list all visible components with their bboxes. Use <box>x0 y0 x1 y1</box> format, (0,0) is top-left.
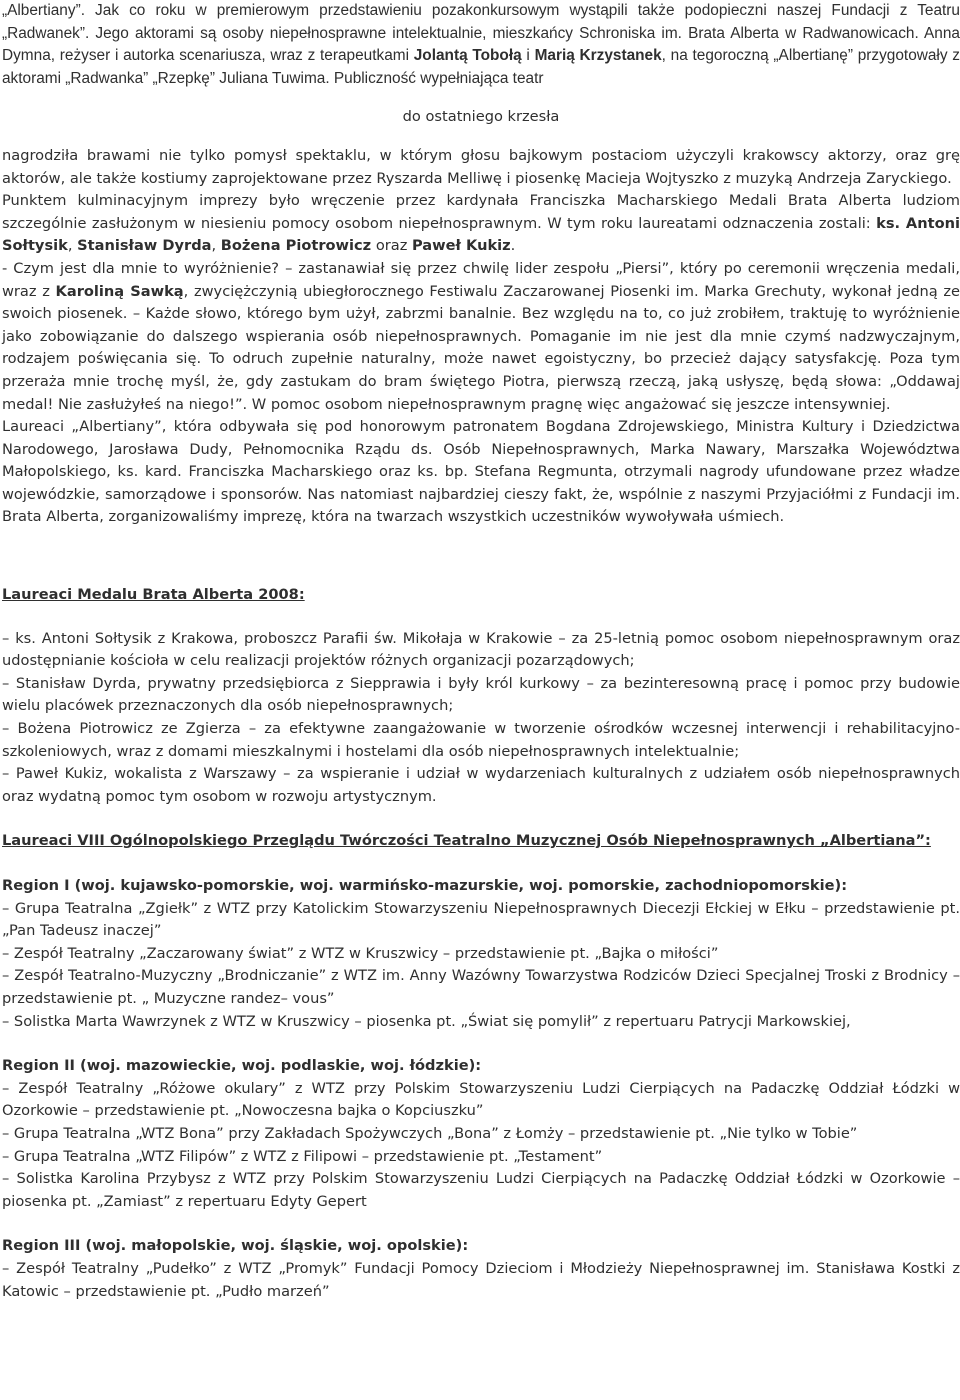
list-item: – Grupa Teatralna „WTZ Bona” przy Zakładach Spożywczych „Bona” z Łomży – przedstawienie pt. „Nie tylko w Tobie” <box>2 1124 858 1142</box>
name-piotrowicz: Bożena Piotrowicz <box>220 237 372 255</box>
name-sawka: Karoliną Sawką <box>55 282 184 300</box>
intro-paragraph: „Albertiany”. Jak co roku w premierowym przedstawieniu pozakonkursowym wystąpili także podopieczni naszej Fundacji z Teatru „Radwanek”. Jego aktorami są osoby niepełnosprawne intelektualnie, mieszkańcy Schroniska im. Brata Alberta w Radwanowicach. Anna Dymna, reżyser i autorka scenariusza, wraz z terapeutkami Jolantą Tobołą i Marią Krzystanek, na tegoroczną „Albertianę” przygotowały z aktorami „Radwanka” „Rzepkę” Juliana Tuwima. Publiczność wypełniająca teatr <box>2 2 960 87</box>
paragraph-applause: nagrodziła brawami nie tylko pomysł spektaklu, w którym głosu bajkowym postaciom użyczyli krakowscy aktorzy, oraz grę aktorów, ale także kostiumy zaprojektowane przez Ryszarda Melliwę i piosenkę Macieja Wojtyszko z muzyką Andrzeja Zaryckiego. <box>2 146 960 187</box>
list-item: – Grupa Teatralna „WTZ Filipów” z WTZ z Filipowi – przedstawienie pt. „Testament” <box>2 1147 603 1165</box>
list-item: – ks. Antoni Sołtysik z Krakowa, proboszcz Parafii św. Mikołaja w Krakowie – za 25-letnią pomoc osobom niepełnosprawnym oraz udostępnianie kościoła w celu realizacji projektów różnych organizacji pozarządowych; <box>2 629 960 670</box>
list-item: – Zespół Teatralny „Pudełko” z WTZ „Promyk” Fundacji Pomocy Dzieciom i Młodzieży Niepełnosprawnej im. Stanisława Kostki z Katowic – przedstawienie pt. „Pudło marzeń” <box>2 1259 960 1300</box>
region-title: Region II (woj. mazowieckie, woj. podlaskie, woj. łódzkie): <box>2 1057 482 1075</box>
name-dyrda: Stanisław Dyrda <box>77 237 212 255</box>
medal-heading: Laureaci Medalu Brata Alberta 2008: <box>2 586 305 604</box>
region-title: Region I (woj. kujawsko-pomorskie, woj. warmińsko-mazurskie, woj. pomorskie, zachodniopomorskie): <box>2 877 848 894</box>
list-item: – Grupa Teatralna „Zgiełk” z WTZ przy Katolickim Stowarzyszeniu Niepełnosprawnych Diecezji Ełckiej w Ełku – przedstawienie pt. „Pan Tadeusz inaczej” <box>2 899 960 940</box>
region-title: Region III (woj. małopolskie, woj. śląskie, woj. opolskie): <box>2 1237 469 1255</box>
list-item: – Zespół Teatralny „Zaczarowany świat” z WTZ w Kruszwicy – przedstawienie pt. „Bajka o miłości” <box>2 944 719 962</box>
list-item: – Zespół Teatralno-Muzyczny „Brodniczanie” z WTZ im. Anny Wazówny Towarzystwa Rodziców Dzieci Specjalnej Troski z Brodnicy – przedstawienie pt. „ Muzyczne randez– vous” <box>2 967 960 1007</box>
name-jolanta: Jolantą Tobołą <box>413 47 522 65</box>
list-item: – Solistka Karolina Przybysz z WTZ przy Polskim Stowarzyszeniu Ludzi Cierpiących na Padaczkę Oddział Łódzki w Ozorkowie – piosenka pt. „Zamiast” z repertuaru Edyty Gepert <box>2 1170 960 1210</box>
center-line: do ostatniego krzesła <box>402 108 560 126</box>
laureates-heading: Laureaci VIII Ogólnopolskiego Przeglądu Twórczości Teatralno Muzycznej Osób Niepełnosprawnych „Albertiana”: <box>2 832 931 850</box>
intro-text: „Albertiany”. Jak co roku w premierowym przedstawieniu pozakonkursowym wystąpili także podopieczni naszej Fundacji z Teatru „Radwanek”. Jego aktorami są osoby niepełnosprawne intelektualnie, mieszkańcy Schroniska im. Brata Alberta w Radwanowicach. Anna Dymna, reżyser i autorka scenariusza, wraz z terapeutkami <box>2 2 960 65</box>
list-item: – Bożena Piotrowicz ze Zgierza – za efektywne zaangażowanie w tworzenie ośrodków wczesnej interwencji i rehabilitacyjno-szkoleniowych, wraz z domami mieszkalnymi i hostelami dla osób niepełnosprawnych intelektualnie; <box>2 720 960 760</box>
name-soltysik: ks. Antoni Sołtysik <box>2 214 960 255</box>
list-item: – Stanisław Dyrda, prywatny przedsiębiorca z Siepprawia i były król kurkowy – za bezinteresowną pracę i pomoc przy budowie wielu placówek przeznaczonych dla osób niepełnosprawnych; <box>2 674 960 715</box>
list-item: – Paweł Kukiz, wokalista z Warszawy – za wspieranie i udział w wydarzeniach kulturalnych z udziałem osób niepełnosprawnych oraz wydatną pomoc tym osobom w rozwoju artystycznym. <box>2 765 960 805</box>
name-maria: Marią Krzystanek <box>534 47 662 65</box>
paragraph-medals: Punktem kulminacyjnym imprezy było wręczenie przez kardynała Franciszka Macharskiego Medali Brata Alberta ludziom szczególnie zasłużonym w niesieniu pomocy osobom niepełnosprawnym. W tym roku laureatami odznaczenia zostali: ks. Antoni Sołtysik, Stanisław Dyrda, Bożena Piotrowicz oraz Paweł Kukiz. <box>2 192 960 255</box>
paragraph-quote: - Czym jest dla mnie to wyróżnienie? – zastanawiał się przez chwilę lider zespołu „Piersi”, który po ceremonii wręczenia medali, wraz z Karoliną Sawką, zwyciężczynią ubiegłorocznego Festiwalu Zaczarowanej Piosenki im. Marka Grechuty, wykonał jedną ze swoich piosenek. – Każde słowo, którego bym użył, zabrzmi banalnie. Bez względu na to, co już zrobiłem, traktuję to wyróżnienie jako zobowiązanie do dalszego wspierania osób niepełnosprawnych. Pomaganie im nie jest dla mnie czymś nadzwyczajnym, rodzajem poświęcania się. To odruch zupełnie naturalny, może nawet egoistyczny, bo przecież dający satysfakcję. Poza tym przeraża mnie trochę myśl, że, gdy zastukam do bram świętego Piotra, pierwszą rzeczą, jaką usłyszę, będą słowa: „Oddawaj medal! Nie zasłużyłeś na niego!”. W pomoc osobom niepełnosprawnym pragnę więc angażować się jeszcze intensywniej. <box>2 259 960 413</box>
list-item: – Zespół Teatralny „Różowe okulary” z WTZ przy Polskim Stowarzyszeniu Ludzi Cierpiących na Padaczkę Oddział Łódzki w Ozorkowie – przedstawienie pt. „Nowoczesna bajka o Kopciuszku” <box>2 1079 960 1120</box>
paragraph-patronage: Laureaci „Albertiany”, która odbywała się pod honorowym patronatem Bogdana Zdrojewskiego, Ministra Kultury i Dziedzictwa Narodowego, Jarosława Dudy, Pełnomocnika Rządu ds. Osób Niepełnosprawnych, Marka Nawary, Marszałka Województwa Małopolskiego, ks. kard. Franciszka Macharskiego oraz ks. bp. Stefana Regmunta, otrzymali nagrody ufundowane przez władze wojewódzkie, samorządowe i sponsorów. Nas natomiast najbardziej cieszy fakt, że, wspólnie z naszymi Przyjaciółmi z Fundacji im. Brata Alberta, zorganizowaliśmy imprezę, która na twarzach wszystkich uczestników wywoływała uśmiech. <box>2 418 960 526</box>
medal-list <box>2 628 960 809</box>
name-kukiz: Paweł Kukiz <box>412 237 511 255</box>
list-item: – Solistka Marta Wawrzynek z WTZ w Kruszwicy – piosenka pt. „Świat się pomylił” z repertuaru Patrycji Markowskiej, <box>2 1012 851 1030</box>
